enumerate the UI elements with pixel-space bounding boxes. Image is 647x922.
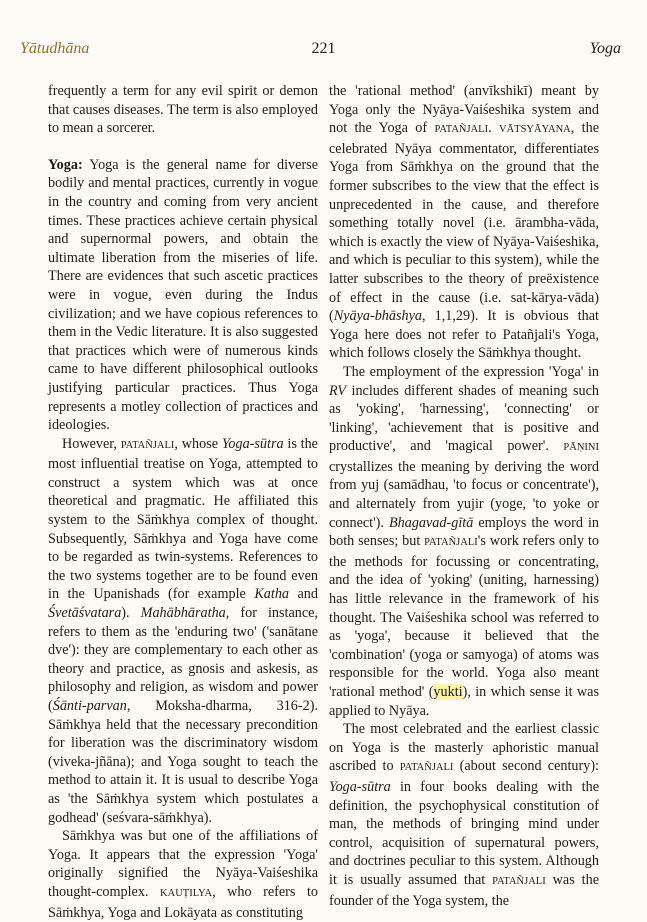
author-ref: KAUṬILYA (160, 887, 213, 899)
right-column (329, 82, 599, 910)
author-ref: PATAÑJALI (492, 875, 546, 887)
highlighted-term: yukti (433, 684, 463, 700)
paragraph-samkhya: Sāṁkhya was but one of the affiliations of Yoga. It appears that the expression 'Yoga' originally signified the Nyāya-Vaiśeshika thought-complex. KAUṬILYA, who refers to Sāṁkhya, Yoga and Lokāyata as constituting (48, 828, 318, 921)
paragraph-continuation: frequently a term for any evil spirit or demon that causes diseases. The term is also employed to mean a sorcerer. (48, 83, 318, 137)
paragraph-patanjali: However, PATAÑJALI, whose Yoga-sūtra is the most influential treatise on Yoga, attempted to construct a system which was at once theoretical and pragmatic. He affiliated this system to the Sāṁkhya complex of thought. Subsequently, Sāṁkhya and Yoga have come to be regarded as twin-systems. References to the two systems together are to be found even in the Upanishads (for example Katha and Śvetāśvatara). Mahābhāratha, for instance, refers to them as the 'enduring two' ('sanātane dve'): they are complementary to each other as theory and practice, as gnosis and askesis, as philosophy and religion, as wisdom and power (Śānti-parvan, Moksha-dharma, 316-2). Sāṁkhya held that the necessary precondition for liberation was the discriminatory wisdom (viveka-jñāna); and Yoga sought to teach the method to attain it. It is usual to describe Yoga as 'the Sāṁkhya system which postulates a godhead' (seśvara-sāṁkhya). (48, 435, 319, 826)
author-ref: PĀṆINI (563, 442, 599, 454)
page-number: 221 (311, 40, 336, 57)
author-ref: PATAÑJALI (424, 537, 478, 549)
paragraph-employment: The employment of the expression 'Yoga' in RV includes different shades of meaning such as 'yoking', 'harnessing', 'connecting' or 'linking', 'achievement that is positive and productive', and 'magical power'. PĀṆINI crystallizes the meaning by deriving the word from yuj (samādhau, 'to focus or concentrate'), and alternately from yujir (yoge, 'to yoke or connect'). Bhagavad-gītā employs the word in both senses; but PATAÑJALI's work refers only to the methods for focussing or concentrating, and the idea of 'yoking' (uniting, harnessing) has little relevance in the framework of his thought. The Vaiśeshika school was referred to as 'yoga', because it believed that the 'combination' (yoga or samyoga) of atoms was responsible for the world. Yoga also meant 'rational method' (yukti), in which sense it was applied to Nyāya. (329, 363, 599, 719)
author-ref: PATAÑJALI (434, 124, 489, 136)
left-column (48, 82, 318, 922)
paragraph-rational-method: the 'rational method' (anvīkshikī) meant by Yoga only the Nyāya-Vaiśeshika system and not the Yoga of PATAÑJALI. VĀTSYĀYANA, the celebrated Nyāya commentator, differentiates Yoga from Sāṁkhya on the ground that the former subscribes to the view that the effect is unprecedented in the cause, and therefore something totally novel (i.e. ārambha-vāda, which is exactly the view of Nyāya-Vaiśeshika, and which is peculiar to this system), while the latter subscribes to the theory of preëxistence of effect in the cause (i.e. sat-kārya-vāda) (Nyāya-bhāshya, 1,1,29). It is obvious that Yoga here does not refer to Patañjali's Yoga, which follows closely the Sāṁkhya thought. (329, 83, 599, 362)
author-ref: PATAÑJALI (399, 762, 454, 774)
running-head-right: Yoga (589, 40, 621, 57)
entry-yoga: Yoga: Yoga is the general name for diverse bodily and mental practices, currently in vogue in the country and coming from very ancient times. These practices achieve certain physical and supernormal powers, and obtain the ultimate liberation from the miseries of life. There are evidences that such ascetic practices were in vogue, even during the Indus civilization; and we have copious references to them in the Vedic literature. It is also suggested that practices which were of numerous kinds came to have different philosophical outlooks justifying particular practices. Thus Yoga represents a motley collection of practices and ideologies. (48, 156, 318, 434)
running-head-left: Yātudhāna (20, 40, 90, 57)
author-ref: VĀTSYĀYANA (499, 124, 571, 136)
page-header (0, 40, 647, 64)
entry-headword: Yoga: (48, 156, 83, 173)
paragraph-classic: The most celebrated and the earliest classic on Yoga is the masterly aphoristic manual ascribed to PATAÑJALI (about second century): Yoga-sūtra in four books dealing with the definition, the psychophysical constitution of man, the methods of bringing mind under control, acquisition of supernatural powers, and doctrines peculiar to this system. Although it is usually assumed that PATAÑJALI was the founder of the Yoga system, the (329, 721, 599, 909)
author-ref: PATAÑJALI (120, 439, 175, 451)
